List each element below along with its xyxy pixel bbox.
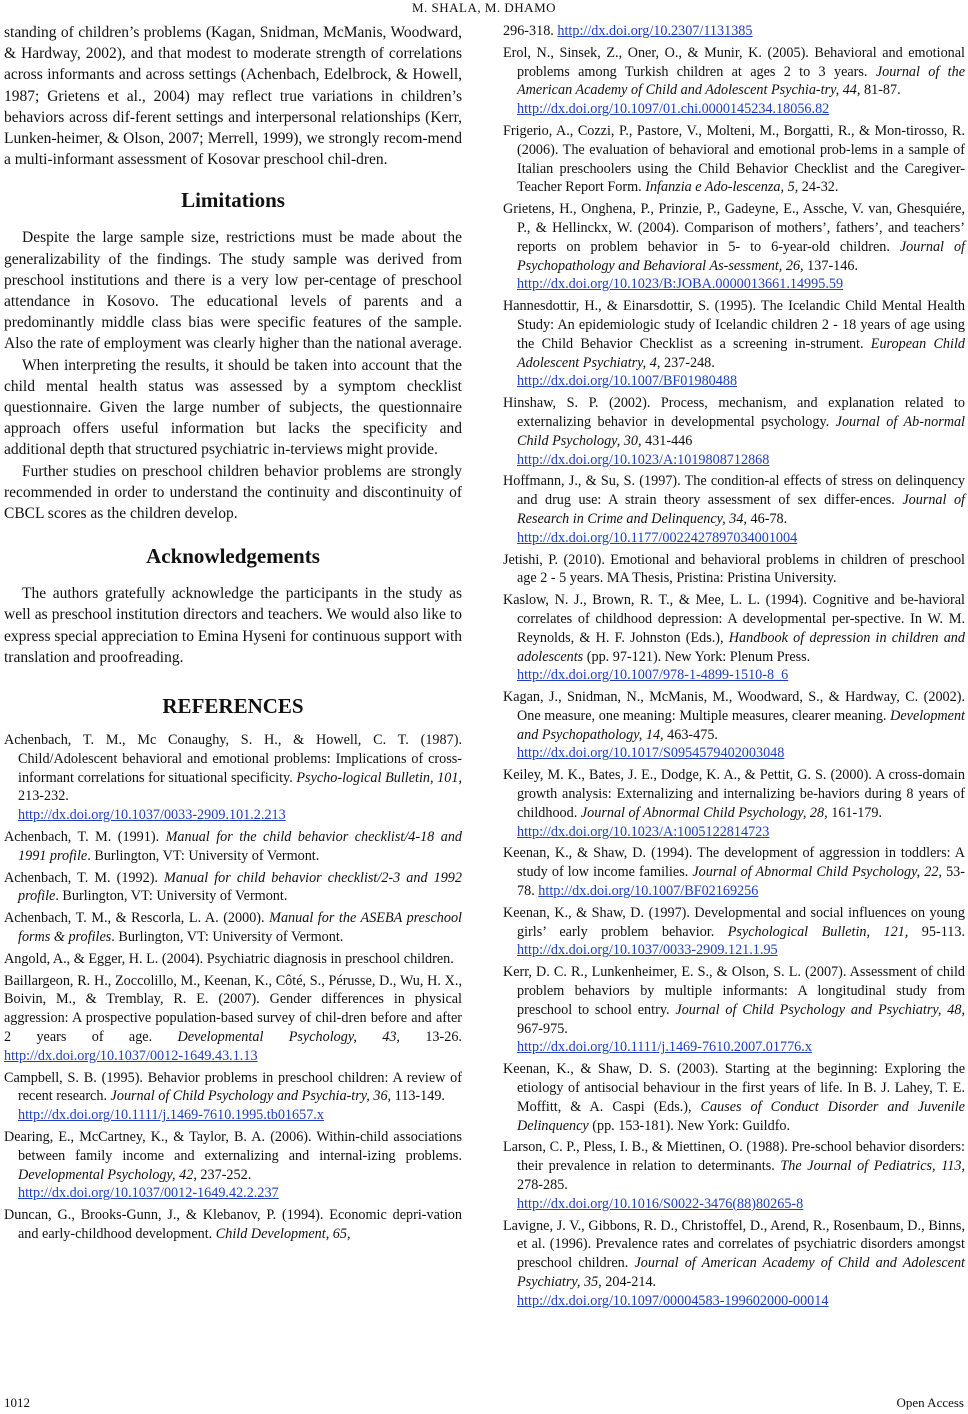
- reference-source: Causes of Conduct Disorder and Juvenile Delinquency: [517, 1098, 965, 1134]
- reference-doi-link[interactable]: http://dx.doi.org/10.1097/00004583-199602000-00014: [517, 1292, 829, 1309]
- reference-doi-link[interactable]: http://dx.doi.org/10.1007/BF02169256: [538, 883, 759, 900]
- reference-text: Grietens, H., Onghena, P., Prinzie, P., Gadeyne, E., Assche, V. van, Ghesquiére, P., & Hellinckx, W. (2004). Comparison of mothers’, fathers’, and teachers’ reports on problem behavior in 5- to 6-year-old children.: [503, 201, 965, 255]
- reference-text: Achenbach, T. M. (1991).: [4, 829, 166, 846]
- reference-entry: [503, 22, 965, 41]
- acknowledgements-heading: Acknowledgements: [146, 544, 320, 569]
- reference-text: Lavigne, J. V., Gibbons, R. D., Christoffel, D., Arend, R., Rosenbaum, D., Binns, et al. (1996). Prevalence rates and correlates of psychiatric disorders amongst preschool children.: [503, 1217, 965, 1272]
- reference-pages: . Burlington, VT: University of Vermont.: [111, 929, 344, 946]
- reference-pages: 161-179.: [827, 804, 883, 821]
- reference-text: Keenan, K., & Shaw, D. (1997). Developmental and social influences on young girls’ early problem behavior.: [503, 904, 965, 940]
- reference-entry: [503, 44, 965, 119]
- reference-pages: 46-78.: [746, 510, 788, 527]
- reference-entry: [503, 844, 965, 900]
- left-column: [4, 22, 462, 1247]
- reference-pages: 213-232.: [18, 788, 69, 805]
- reference-pages: 24-32.: [798, 179, 839, 196]
- reference-pages: 13-26.: [399, 1029, 462, 1046]
- reference-doi-link[interactable]: http://dx.doi.org/10.1017/S0954579402003048: [517, 745, 785, 762]
- reference-entry: [4, 909, 462, 947]
- reference-doi-link[interactable]: http://dx.doi.org/10.1111/j.1469-7610.2007.01776.x: [517, 1039, 812, 1056]
- reference-text: Jetishi, P. (2010). Emotional and behavioral problems in children of preschool age 2 - 5 years. MA Thesis, Pristina: Pristina University.: [503, 551, 965, 587]
- reference-pages: 113-149.: [391, 1088, 445, 1105]
- reference-pages: 53-78.: [517, 864, 965, 900]
- reference-doi-link[interactable]: http://dx.doi.org/10.1023/A:1019808712868: [517, 451, 770, 468]
- reference-doi-link[interactable]: http://dx.doi.org/10.1037/0033-2909.121.1.95: [517, 942, 778, 959]
- reference-doi-link[interactable]: http://dx.doi.org/10.2307/1131385: [557, 23, 753, 39]
- reference-source: The Journal of Pediatrics, 113,: [780, 1158, 965, 1175]
- reference-source: Journal of Psychopathology and Behavioral As-sessment, 26,: [517, 238, 965, 274]
- reference-entry: [503, 1138, 965, 1213]
- reference-doi-link[interactable]: http://dx.doi.org/10.1007/BF01980488: [517, 373, 738, 390]
- reference-doi-link[interactable]: http://dx.doi.org/10.1037/0012-1649.43.1.13: [4, 1047, 258, 1064]
- limitations-paragraph: Further studies on preschool children behavior problems are strongly recommended in order to understand the continuity and discontinuity of CBCL scores as the children develop.: [4, 462, 462, 523]
- reference-source: Developmental Psychology, 43,: [177, 1029, 400, 1046]
- reference-pages: (pp. 97-121). New York: Plenum Press.: [583, 648, 811, 665]
- reference-text: Dearing, E., McCartney, K., & Taylor, B. A. (2006). Within-child associations between family income and externalizing and internal-izing problems.: [4, 1129, 462, 1164]
- reference-source: Journal of Research in Crime and Delinquency, 34,: [517, 492, 966, 527]
- reference-source: Development and Psychopathology, 14,: [517, 707, 965, 743]
- reference-source: Manual for child behavior checklist/2-3 and 1992 profile: [18, 869, 462, 905]
- reference-entry: [503, 394, 965, 469]
- reference-text: Larson, C. P., Pless, I. B., & Miettinen, O. (1988). Pre-school behavior disorders: their prevalence in relation to determinants.: [503, 1139, 965, 1175]
- limitations-paragraph: When interpreting the results, it should be taken into account that the child mental health status was assessed by a symptom checklist questionnaire. Given the large number of subjects, the questionnaire approach offers useful information but lacks the specificity and additional depth that structured psychiatric in-terviews might provide.: [4, 356, 462, 459]
- reference-entry: [4, 869, 462, 907]
- reference-entry: [4, 828, 462, 866]
- right-column: [503, 22, 965, 1314]
- reference-entry: [4, 950, 462, 969]
- reference-pages: 967-975.: [517, 1020, 568, 1037]
- reference-source: Psycho-logical Bulletin, 101,: [296, 769, 463, 786]
- reference-entry: [503, 688, 965, 763]
- footer-label: Open Access: [896, 1395, 964, 1410]
- reference-source: Psychological Bulletin, 121,: [727, 923, 909, 940]
- reference-source: Journal of American Academy of Child and Adolescent Psychiatry, 35,: [517, 1255, 965, 1290]
- reference-pages: 278-285.: [517, 1177, 568, 1194]
- reference-doi-link[interactable]: http://dx.doi.org/10.1111/j.1469-7610.1995.tb01657.x: [18, 1107, 324, 1124]
- reference-pages: 431-446: [641, 432, 693, 449]
- reference-text: Frigerio, A., Cozzi, P., Pastore, V., Molteni, M., Borgatti, R., & Mon-tirosso, R. (2006). The evaluation of behavioral and emotional prob-lems in a sample of Italian preschoolers using the Child Behavior Checklist and the Caregiver-Teacher Report Form.: [503, 122, 965, 196]
- reference-source: Journal of Abnormal Child Psychology, 28,: [580, 804, 828, 821]
- reference-pages: 296-318.: [503, 23, 558, 39]
- reference-entry: [503, 122, 965, 197]
- reference-text: Kerr, D. C. R., Lunkenheimer, E. S., & Olson, S. L. (2007). Assessment of child problem behaviors by multiple informants: A longitudinal study from preschool to school entry.: [503, 964, 965, 1018]
- reference-pages: , 237-248.: [656, 354, 715, 371]
- reference-text: Kagan, J., Snidman, N., McManis, M., Woodward, S., & Hardway, C. (2002). One measure, one meaning: Multiple measures, clearer meaning.: [503, 689, 965, 724]
- running-head: M. SHALA, M. DHAMO: [411, 0, 557, 15]
- reference-source: Journal of Child Psychology and Psychia-try, 36,: [110, 1088, 392, 1105]
- reference-doi-link[interactable]: http://dx.doi.org/10.1007/978-1-4899-1510-8_6: [517, 667, 789, 684]
- reference-text: Hannesdottir, H., & Einarsdottir, S. (1995). The Icelandic Child Mental Health Study: An epidemiologic study of Icelandic children 2 - 18 years of age using the Child Behavior Checklist as a screening in-strument.: [503, 298, 965, 352]
- reference-entry: [503, 766, 965, 841]
- right-reference-list: [503, 22, 965, 1311]
- reference-entry: [503, 1060, 965, 1135]
- page-number: 1012: [4, 1395, 30, 1410]
- reference-source: European Child Adolescent Psychiatry, 4: [517, 335, 965, 371]
- reference-source: Journal of Abnormal Child Psychology, 22,: [692, 864, 942, 881]
- reference-source: Manual for the child behavior checklist/4-18 and 1991 profile: [18, 829, 463, 864]
- reference-pages: . Burlington, VT: University of Vermont.: [87, 847, 320, 864]
- reference-source: Developmental Psychology, 42,: [18, 1166, 197, 1183]
- reference-text: Achenbach, T. M., & Rescorla, L. A. (2000).: [4, 910, 270, 927]
- reference-doi-link[interactable]: http://dx.doi.org/10.1037/0033-2909.101.2.213: [18, 807, 286, 824]
- reference-pages: (pp. 153-181). New York: Guildfo.: [588, 1117, 791, 1134]
- reference-doi-link[interactable]: http://dx.doi.org/10.1023/A:1005122814723: [517, 823, 770, 840]
- reference-entry: [503, 551, 965, 589]
- reference-entry: [503, 904, 965, 960]
- reference-entry: [4, 1069, 462, 1125]
- reference-text: Keenan, K., & Shaw, D. S. (2003). Starting at the beginning: Exploring the etiology of antisocial behaviour in the first years of life. In B. J. Lahey, T. E. Moffitt, & A. Caspi (Eds.),: [503, 1061, 965, 1115]
- reference-entry: [503, 591, 965, 685]
- reference-text: Kaslow, N. J., Brown, R. T., & Mee, L. L. (1994). Cognitive and be-havioral correlates of childhood depression: A developmental per-spective. In W. M. Reynolds, & H. F. Johnston (Eds.),: [503, 592, 965, 646]
- reference-entry: [4, 1206, 462, 1244]
- reference-doi-link[interactable]: http://dx.doi.org/10.1177/0022427897034001004: [517, 529, 798, 546]
- intro-paragraph: standing of children’s problems (Kagan, Snidman, McManis, Woodward, & Hardway, 2002), and that modest to moderate strength of correlations across informants and across settings (Achenbach, Edelbrock, & Howell, 1987; Grietens et al., 2004) may reflect true variations in children’s behaviors across dif-ferent settings and interpersonal relationships (Kerr, Lunken-heimer, & Olson, 2007; Merrell, 1999), we strongly recom-mend a multi-informant assessment of Kosovar preschool chil-dren.: [4, 24, 462, 169]
- limitations-heading: Limitations: [181, 188, 285, 213]
- reference-text: Erol, N., Sinsek, Z., Oner, O., & Munir, K. (2005). Behavioral and emotional problems among Turkish children at ages 2 to 3 years.: [503, 44, 965, 80]
- reference-entry: [4, 972, 462, 1066]
- reference-pages: 95-113.: [908, 923, 965, 940]
- reference-text: Angold, A., & Egger, H. L. (2004). Psychiatric diagnosis in preschool children.: [4, 950, 454, 967]
- reference-source: Child Development, 65,: [215, 1226, 351, 1242]
- left-reference-list: [4, 731, 462, 1244]
- reference-doi-link[interactable]: http://dx.doi.org/10.1097/01.chi.0000145234.18056.82: [517, 101, 830, 118]
- limitations-paragraph: Despite the large sample size, restrictions must be made about the generalizability of the findings. The study sample was derived from preschool institutions and there is a very low per-centage of preschool attendance in Kosovo. The educational levels of parents and a predominantly middle class bias were specific features of the sample. Also the rate of employment was clearly higher than the national average.: [4, 229, 462, 353]
- reference-text: Achenbach, T. M. (1992).: [4, 869, 165, 886]
- reference-source: Manual for the ASEBA preschool forms & profiles: [18, 910, 462, 946]
- reference-source: Journal of Child Psychology and Psychiatry, 48,: [675, 1001, 965, 1018]
- reference-entry: [503, 963, 965, 1057]
- reference-pages: 204-214.: [601, 1274, 657, 1290]
- reference-doi-link[interactable]: http://dx.doi.org/10.1016/S0022-3476(88)80265-8: [517, 1195, 804, 1212]
- reference-pages: , 81-87.: [856, 82, 901, 99]
- reference-entry: [503, 472, 965, 547]
- references-heading: REFERENCES: [162, 694, 304, 719]
- reference-doi-link[interactable]: http://dx.doi.org/10.1023/B:JOBA.0000013661.14995.59: [517, 276, 844, 293]
- reference-text: Campbell, S. B. (1995). Behavior problems in preschool children: A review of recent research.: [4, 1069, 462, 1105]
- reference-source: Journal of Ab-normal Child Psychology, 30,: [517, 413, 965, 449]
- reference-text: Duncan, G., Brooks-Gunn, J., & Klebanov, P. (1994). Economic depri-vation and early-childhood development.: [4, 1207, 462, 1242]
- reference-pages: 463-475.: [663, 726, 718, 743]
- acknowledgements-paragraph: The authors gratefully acknowledge the participants in the study as well as preschool institution directors and teachers. We would also like to express special appreciation to Emina Hyseni for continuous support with translation and proofreading.: [4, 585, 462, 666]
- reference-source: Handbook of depression in children and adolescents: [517, 629, 965, 665]
- reference-entry: [503, 297, 965, 391]
- reference-entry: [503, 1217, 965, 1311]
- reference-doi-link[interactable]: http://dx.doi.org/10.1037/0012-1649.42.2.237: [18, 1185, 279, 1202]
- reference-text: Achenbach, T. M., Mc Conaughy, S. H., & Howell, C. T. (1987). Child/Adolescent behavioral and emotional problems: Implications of cross-informant correlations for situational specificity.: [4, 732, 462, 786]
- reference-pages: 137-146.: [803, 257, 858, 274]
- reference-entry: [4, 731, 462, 825]
- reference-text: Keenan, K., & Shaw, D. (1994). The development of aggression in toddlers: A study of low income families.: [503, 845, 965, 881]
- reference-text: Hoffmann, J., & Su, S. (1997). The condition-al effects of stress on delinquency and drug use: A strain theory assessment of sex differ-ences.: [503, 473, 965, 509]
- reference-text: Keiley, M. K., Bates, J. E., Dodge, K. A., & Pettit, G. S. (2000). A cross-domain growth analysis: Externalizing and internalizing be-haviors during 8 years of childhood.: [503, 767, 965, 821]
- reference-pages: 237-252.: [196, 1166, 252, 1183]
- reference-text: Hinshaw, S. P. (2002). Process, mechanism, and explanation related to externalizing behavior in developmental psychology.: [503, 395, 965, 430]
- reference-entry: [503, 200, 965, 294]
- reference-entry: [4, 1128, 462, 1203]
- reference-source: Infanzia e Ado-lescenza, 5,: [645, 179, 799, 196]
- reference-source: Journal of the American Academy of Child and Adolescent Psychia-try, 44: [517, 63, 965, 99]
- reference-text: Baillargeon, R. H., Zoccolillo, M., Keenan, K., Côté, S., Pérusse, D., Wu, H. X., Boivin, M., & Tremblay, R. E. (2007). Gender differences in physical aggression: A prospective population-based survey of chil-dren before and after 2 years of age.: [4, 972, 462, 1046]
- reference-pages: . Burlington, VT: University of Vermont.: [55, 888, 288, 905]
